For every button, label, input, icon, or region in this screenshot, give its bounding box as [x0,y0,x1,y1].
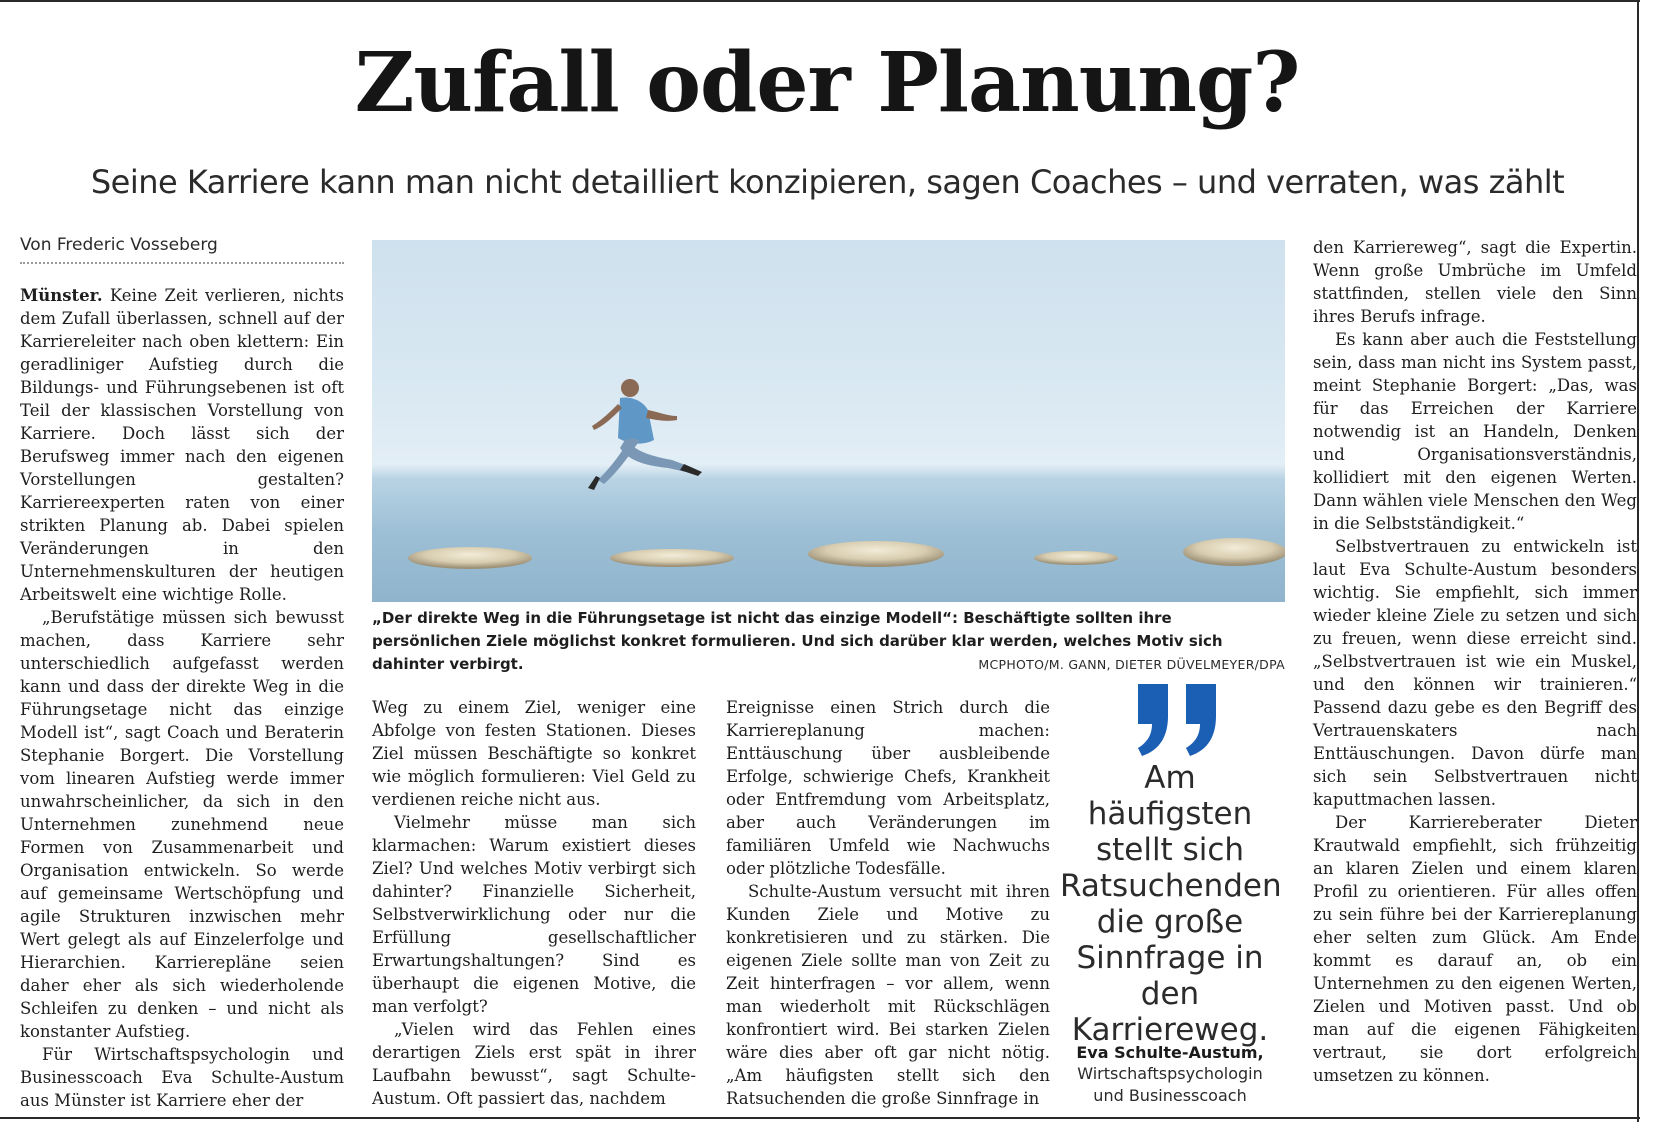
quote-author-role: Wirtschaftspsychologin und Businesscoach [1077,1064,1263,1105]
paragraph-text: Keine Zeit verlieren, nichts dem Zufall überlassen, schnell auf der Karriereleiter nach oben klettern: Ein geradliniger Aufstieg durch die Bildungs- und Führungsebenen ist oft Teil der klassischen Vorstellung von Karriere. Doch lässt sich der Berufsweg immer nach den eigenen Vorstellungen gestalten? Karriereexperten raten von einer strikten Planung ab. Dabei spielen Veränderungen in den Unternehmenskulturen der heutigen Arbeitswelt eine wichtige Rolle. [20,286,344,604]
pull-quote: Am häufigsten stellt sich Ratsuchenden die große Sinnfrage in den Karriereweg. [1060,760,1282,1048]
paragraph: Schulte-Austum versucht mit ihren Kunden Ziele und Motive zu konkretisieren und zu stärken. Die eigenen Ziele sollte man von Zeit zu Zeit hinterfragen – vor allem, wenn man wiederholt mit Rückschlägen konfrontiert wird. Bei starken Zielen wäre dies aber oft gar nicht nötig. „Am häufigsten stellt sich den Ratsuchenden die große Sinnfrage in [726,882,1050,1108]
stepping-stone [610,549,734,567]
paragraph: Der Karriereberater Dieter Krautwald empfiehlt, sich frühzeitig an klaren Zielen und einem klaren Profil zu orientieren. Für alles offen zu sein führe bei der Karriereplanung eher selten zum Glück. Am Ende kommt es darauf an, ob ein Unternehmen zu den eigenen Werten, Zielen und Motiven passt. Und ob man auf die eigenen Fähigkeiten vertraut, sie dort erfolgreich umsetzen zu können. [1313,813,1637,1085]
stepping-stone [1034,551,1118,565]
paragraph: Für Wirtschaftspsychologin und Businesscoach Eva Schulte-Austum aus Münster ist Karriere eher der [20,1045,344,1110]
photo-caption: „Der direkte Weg in die Führungsetage ist nicht das einzige Modell“: Beschäftigte sollten ihre persönlichen Ziele möglichst konkret formulieren. Und sich darüber klar werden, welches Motiv sich dahinter verbirgt. [372,609,1223,673]
paragraph: „Berufstätige müssen sich bewusst machen, dass Karriere sehr unterschiedlich aufgefasst werden kann und dass der direkte Weg in die Führungsetage nicht das einzige Modell ist“, sagt Coach und Beraterin Stephanie Borgert. Die Vorstellung vom linearen Aufstieg werde immer unwahrscheinlicher, da sich in den Unternehmen zunehmend neue Formen von Zusammenarbeit und Organisation entwickeln. So werde auf gemeinsame Wertschöpfung und agile Strukturen inzwischen mehr Wert gelegt als auf Einzelerfolge und Hierarchien. Karrierepläne seien daher eher als sich wiederholende Schleifen zu denken – und nicht als konstanter Aufstieg. [20,608,344,1041]
stepping-stone [1183,538,1285,566]
stepping-stone [408,547,532,569]
article-column-3 [726,696,1050,1110]
dateline: Münster. [20,286,103,305]
article-column-4 [1313,236,1637,1087]
headline: Zufall oder Planung? [354,35,1300,131]
paragraph: den Karriereweg“, sagt die Expertin. Wenn große Umbrüche im Umfeld stattfinden, stellen viele den Sinn ihres Berufs infrage. [1313,238,1637,326]
top-rule [0,0,1640,2]
paragraph: Es kann aber auch die Feststellung sein, dass man nicht ins System passt, meint Stephanie Borgert: „Das, was für das Erreichen der Karriere notwendig ist an Handeln, Denken und Organisationsverständnis, kollidiert mit den eigenen Werten. Dann wählen viele Menschen den Weg in die Selbstständigkeit.“ [1313,330,1637,533]
article-column-1 [20,284,344,1112]
photo-credit: MCPHOTO/M. GANN, DIETER DÜVELMEYER/DPA [978,657,1285,672]
subheadline: Seine Karriere kann man nicht detailliert konzipieren, sagen Coaches – und verraten, was zählt [90,163,1565,201]
quote-mark-icon [1130,680,1230,760]
stepping-stone [808,541,944,567]
right-rule [1637,0,1639,1122]
paragraph: Weg zu einem Ziel, weniger eine Abfolge von festen Stationen. Dieses Ziel müssen Beschäftigte so konkret wie möglich formulieren: Viel Geld zu verdienen reiche nicht aus. [372,698,696,809]
paragraph: Ereignisse einen Strich durch die Karriereplanung machen: Enttäuschung über ausbleibende Erfolge, schwierige Chefs, Krankheit oder Entfremdung vom Arbeitsplatz, aber auch Veränderungen im familiären Umfeld wie Nachwuchs oder plötzliche Todesfälle. [726,698,1050,878]
quote-author: Eva Schulte-Austum, [1076,1043,1264,1062]
bottom-rule [0,1117,1640,1119]
article-column-2 [372,696,696,1110]
paragraph: Selbstvertrauen zu entwickeln ist laut Eva Schulte-Austum besonders wichtig. Sie empfiehlt, sich immer wieder kleine Ziele zu setzen und sich zu freuen, wenn diese erreicht sind. „Selbstvertrauen ist wie ein Muskel, und den können wir trainieren.“ Passend dazu gebe es den Begriff des Vertrauenskaters nach Enttäuschungen. Davon dürfe man sich sein Selbstvertrauen nicht kaputtmachen lassen. [1313,537,1637,809]
article-photo [372,240,1285,602]
byline: Von Frederic Vosseberg [20,234,344,264]
stepping-stones-illustration [372,240,1285,602]
paragraph [20,284,344,606]
paragraph: „Vielen wird das Fehlen eines derartigen Ziels erst spät in ihrer Laufbahn bewusst“, sagt Schulte-Austum. Oft passiert das, nachdem [372,1020,696,1108]
paragraph: Vielmehr müsse man sich klarmachen: Warum existiert dieses Ziel? Und welches Motiv verbirgt sich dahinter? Finanzielle Sicherheit, Selbstverwirklichung oder nur die Erfüllung gesellschaftlicher Erwartungshaltungen? Sind es überhaupt die eigenen Motive, die man verfolgt? [372,813,696,1016]
jumping-man [588,379,702,490]
